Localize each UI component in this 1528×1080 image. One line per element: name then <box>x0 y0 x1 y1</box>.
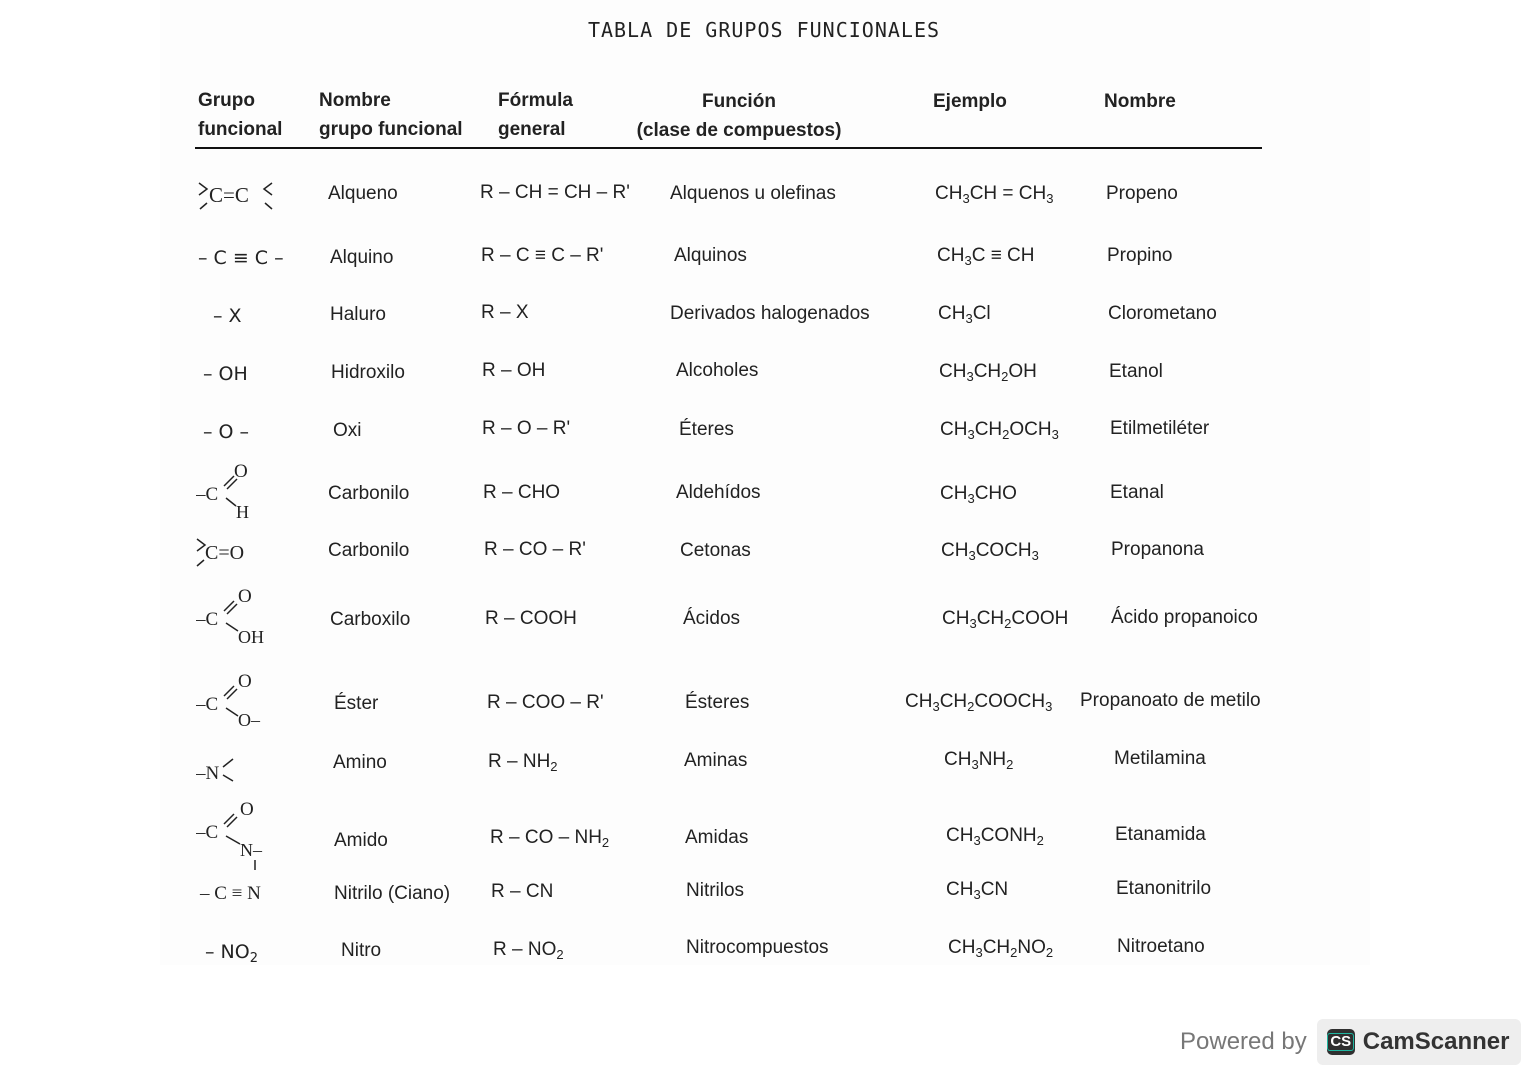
svg-text:–C: –C <box>196 609 219 630</box>
subscript: 3 <box>975 945 983 960</box>
general-formula: R – CHO <box>483 482 561 503</box>
header-line: funcional <box>198 119 283 140</box>
camscanner-watermark <box>1180 1022 1521 1062</box>
group-name: Amino <box>333 752 387 773</box>
general-formula: R – C ≡ C – R' <box>481 245 604 266</box>
header-ejemplo <box>933 87 1007 116</box>
group-name: Carbonilo <box>328 540 410 561</box>
compound-class: Nitrilos <box>686 880 745 901</box>
carboxyl-structure <box>196 583 276 654</box>
example-formula: $CH_3Cl$ <box>938 303 991 326</box>
header-grupo-funcional <box>198 86 282 144</box>
compound-class: Alcoholes <box>676 360 759 381</box>
subscript: 2 <box>1006 757 1014 772</box>
header-line: Ejemplo <box>933 91 1007 112</box>
example-formula: $CH_3C$ ≡ CH <box>937 245 1035 268</box>
subscript: 3 <box>1031 548 1039 563</box>
header-line: Nombre <box>319 90 391 111</box>
subscript: 3 <box>968 548 976 563</box>
example-name: Propeno <box>1106 183 1178 204</box>
example-formula: $CH_3CN$ <box>946 879 1009 902</box>
svg-text:–C: –C <box>196 694 219 715</box>
group-name: Hidroxilo <box>331 362 405 383</box>
subscript: 3 <box>967 427 975 442</box>
subscript: 3 <box>932 699 940 714</box>
example-name: Etanonitrilo <box>1116 878 1212 899</box>
svg-text:C=C: C=C <box>209 183 249 207</box>
subscript: 2 <box>1036 833 1044 848</box>
example-name: Etilmetiléter <box>1110 418 1210 439</box>
subscript: 3 <box>1051 427 1059 442</box>
example-formula: $CH_3CH_2OCH_3$ <box>940 419 1059 442</box>
subscript: 2 <box>1045 945 1054 960</box>
svg-text:OH: OH <box>238 627 264 647</box>
svg-text:O: O <box>238 671 252 692</box>
example-formula: $CH_3CH = CH_3$ <box>935 183 1054 206</box>
general-formula: R – COO – R' <box>487 692 604 713</box>
compound-class: Derivados halogenados <box>670 303 870 324</box>
subscript: 2 <box>967 699 975 714</box>
compound-class: Aminas <box>684 750 748 771</box>
camscanner-badge <box>1317 1019 1522 1065</box>
svg-text:C=O: C=O <box>205 542 245 564</box>
svg-text:O: O <box>238 586 252 607</box>
example-formula: $CH_3CHO$ <box>940 483 1017 506</box>
compound-class: Cetonas <box>680 540 751 561</box>
group-cell: – OH <box>203 363 248 385</box>
header-funcion <box>631 87 847 145</box>
compound-class: Alquinos <box>674 245 747 266</box>
example-name: Etanal <box>1110 482 1164 503</box>
svg-text:O: O <box>234 461 248 482</box>
amide-structure <box>196 796 276 877</box>
subscript: 2 <box>1002 427 1010 442</box>
svg-text:N–: N– <box>240 840 262 860</box>
example-formula: $CH_3CH_2NO_2$ <box>948 937 1054 960</box>
subscript: 2 <box>1001 369 1009 384</box>
subscript: 2 <box>601 835 610 850</box>
subscript: 3 <box>967 491 975 506</box>
svg-text:O–: O– <box>238 710 260 730</box>
example-name: Ácido propanoico <box>1111 607 1258 628</box>
subscript: 3 <box>964 253 972 268</box>
subscript: 3 <box>969 616 977 631</box>
logo-mark: CS <box>1327 1033 1354 1051</box>
compound-class: Alquenos u olefinas <box>670 183 836 204</box>
group-cell: – C ≡ N <box>200 883 261 904</box>
example-formula: $CH_3CH_2COOH$ <box>942 608 1069 631</box>
general-formula: R – $NH_2$ <box>488 751 558 774</box>
compound-class: Ésteres <box>685 692 750 713</box>
group-name: Oxi <box>333 420 362 441</box>
subscript: 2 <box>1010 945 1018 960</box>
group-cell: – $NO_2$ <box>205 941 258 966</box>
compound-class: Éteres <box>679 419 734 440</box>
amine-structure <box>196 753 246 794</box>
camscanner-app-name: CamScanner <box>1362 1028 1510 1055</box>
general-formula: R – OH <box>482 360 546 381</box>
general-formula: R – X <box>481 302 529 323</box>
example-name: Metilamina <box>1114 748 1206 769</box>
header-rule <box>195 147 1262 149</box>
aldehyde-structure <box>196 458 266 527</box>
group-cell: – C ≡ C – <box>198 247 284 269</box>
compound-class: Aldehídos <box>676 482 761 503</box>
header-line: grupo funcional <box>319 119 463 140</box>
subscript: 3 <box>965 311 973 326</box>
group-name: Amido <box>334 830 388 851</box>
page-title: TABLA DE GRUPOS FUNCIONALES <box>587 18 941 42</box>
header-line: Grupo <box>198 90 255 111</box>
subscript: 3 <box>973 887 981 902</box>
example-name: Nitroetano <box>1117 936 1205 957</box>
group-name: Nitro <box>341 940 382 961</box>
group-name: Éster <box>334 693 379 714</box>
general-formula: R – CO – $NH_2$ <box>490 827 610 850</box>
header-line: general <box>498 119 566 140</box>
ester-structure <box>196 668 276 737</box>
example-name: Etanol <box>1109 361 1163 382</box>
svg-text:–N: –N <box>196 763 220 784</box>
subscript: 3 <box>971 757 979 772</box>
group-cell: – O – <box>203 421 250 443</box>
header-line: Nombre <box>1104 91 1176 112</box>
header-nombre <box>1104 87 1176 116</box>
example-formula: $CH_3CH_2COOCH_3$ <box>905 691 1053 714</box>
group-name: Alquino <box>330 247 394 268</box>
subscript: 3 <box>1045 699 1053 714</box>
group-name: Haluro <box>330 304 386 325</box>
subscript: 3 <box>962 191 970 206</box>
general-formula: R – CN <box>491 881 554 902</box>
group-cell: – X <box>213 305 242 327</box>
svg-text:–C: –C <box>196 822 219 843</box>
camscanner-logo-icon <box>1327 1029 1355 1055</box>
example-formula: $CH_3CONH_2$ <box>946 825 1044 848</box>
example-name: Propino <box>1107 245 1173 266</box>
header-line: Función <box>702 91 776 112</box>
ketone-structure <box>194 535 264 574</box>
general-formula: R – $NO_2$ <box>493 939 564 962</box>
general-formula: R – CO – R' <box>484 539 586 560</box>
example-name: Propanona <box>1111 539 1204 560</box>
subscript: 2 <box>550 759 558 774</box>
example-name: Clorometano <box>1108 303 1217 324</box>
header-nombre-grupo <box>319 86 463 144</box>
svg-text:O: O <box>240 799 254 820</box>
group-name: Alqueno <box>328 183 398 204</box>
svg-text:H: H <box>236 502 249 522</box>
alkene-structure <box>196 178 276 219</box>
compound-class: Amidas <box>685 827 749 848</box>
general-formula: R – O – R' <box>482 418 571 439</box>
compound-class: Ácidos <box>683 608 741 629</box>
example-formula: $CH_3NH_2$ <box>944 749 1014 772</box>
general-formula: R – COOH <box>485 608 577 629</box>
header-line: Fórmula <box>498 90 573 111</box>
group-name: Carboxilo <box>330 609 411 630</box>
general-formula: R – CH = CH – R' <box>480 182 630 203</box>
subscript: 2 <box>1004 616 1012 631</box>
subscript: 3 <box>1046 191 1054 206</box>
group-name: Carbonilo <box>328 483 410 504</box>
subscript: 2 <box>556 947 564 962</box>
example-name: Propanoato de metilo <box>1080 690 1261 711</box>
powered-by-text: Powered by <box>1180 1028 1307 1055</box>
example-name: Etanamida <box>1115 824 1206 845</box>
subscript: 3 <box>966 369 974 384</box>
subscript: 2 <box>249 951 258 966</box>
svg-text:–C: –C <box>196 484 219 505</box>
example-formula: $CH_3CH_2OH$ <box>939 361 1037 384</box>
header-line: (clase de compuestos) <box>636 120 842 141</box>
header-formula-general <box>498 86 573 144</box>
subscript: 3 <box>973 833 981 848</box>
compound-class: Nitrocompuestos <box>686 937 829 958</box>
example-formula: $CH_3COCH_3$ <box>941 540 1039 563</box>
group-name: Nitrilo (Ciano) <box>334 883 451 904</box>
